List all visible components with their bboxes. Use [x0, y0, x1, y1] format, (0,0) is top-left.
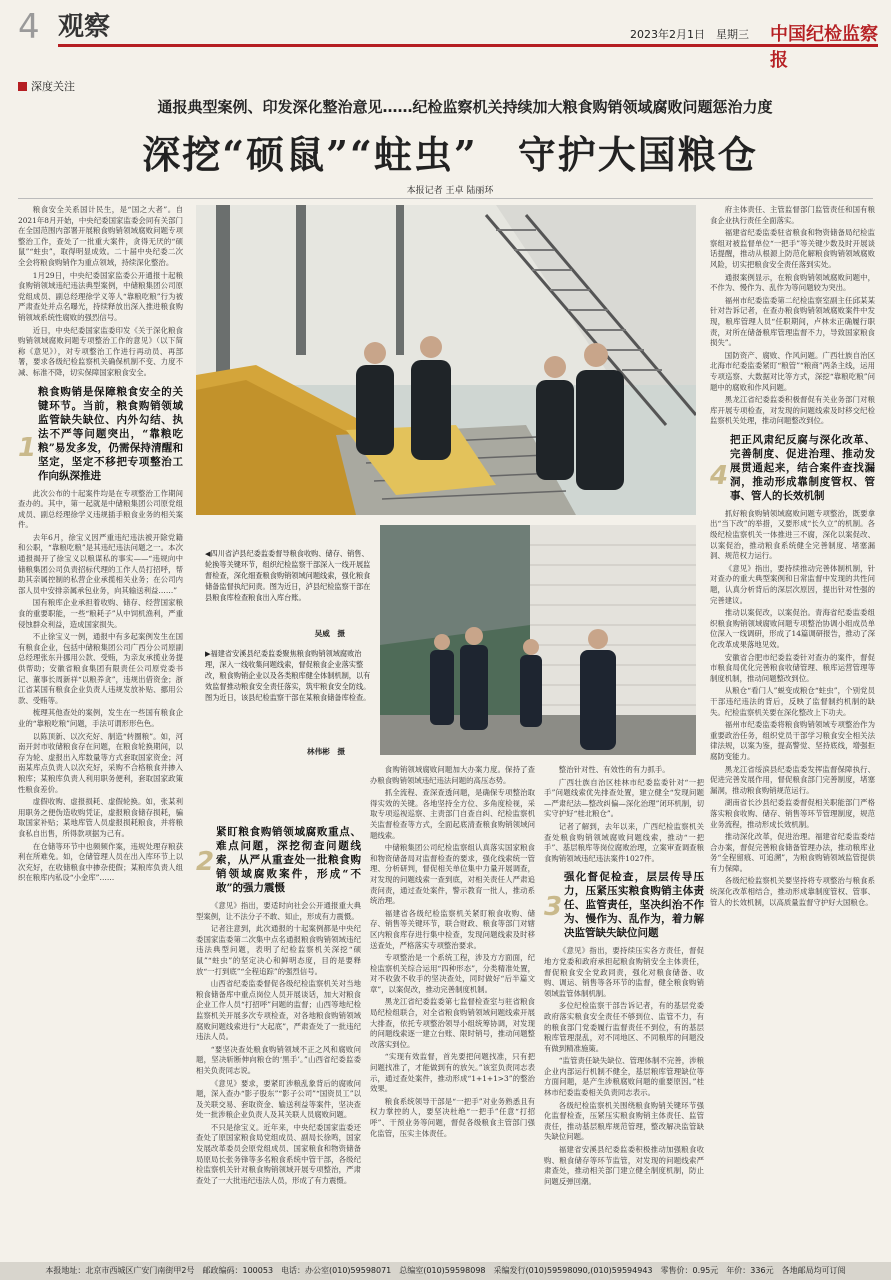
body-paragraph: 多位纪检监察干部告诉记者，有的基层党委政府落实粮食安全责任不够到位、监管不力，有的粮食部门党委履行监督责任不到位，有的基层粮库管理混乱，对不同地区、不同粮库的问题没有做到精准施策。: [544, 1001, 704, 1053]
section-3-heading: [544, 870, 704, 940]
body-paragraph: 安徽省合肥市纪委监委针对查办的案件，督促市粮食局优化完善粮食收储管理、粮库运营管理等制度机制，推动问题整改到位。: [710, 652, 875, 683]
body-paragraph: 《意见》指出，要持续压实各方责任，督促地方党委和政府承担起粮食购销安全主体责任，督促粮食安全党政同责，强化对粮食储备、收购、调运、销售等各环节的监督，健全粮食购销领域监管体制机制。: [544, 946, 704, 998]
header-divider: [18, 198, 873, 199]
body-paragraph: 梳理其他查处的案例，发生在一些国有粮食企业的“靠粮吃粮”问题，手法可谓形形色色。: [18, 708, 183, 728]
body-paragraph: 黑龙江省纪委监委第七监督检查室与驻省粮食局纪检组联合，对全省粮食购销领域问题线索开展大排查，依托专项整治领导小组统筹协调，对发现的问题线索逐一建立台账、限时销号，推动问题整改落实到位。: [370, 997, 535, 1049]
section-2-heading: [196, 825, 361, 895]
body-paragraph: 国防资产、腐败、作风问题。广西壮族自治区北海市纪委监委紧盯“粮管”“粮商”两条主线，运用专项巡察、大数据对比等方式，深挖“靠粮吃粮”问题中的腐败和作风问题。: [710, 350, 875, 392]
intro-paragraph: 近日，中央纪委国家监委印发《关于深化粮食购销领域腐败问题专项整治工作的意见》（以下简称《意见》），对专项整治工作进行再动员、再部署，要求各级纪检监察机关确保机制不变、力度不减、标准不降，切实保障国家粮食安全。: [18, 325, 183, 377]
body-paragraph: 不只是徐宝义。近年来，中央纪委国家监委还查处了原国家粮食局党组成员、副局长徐鸣，国家发展改革委员会原党组成员、国家粮食和物资储备局原局长张务锋等多名粮食系统中管干部，各级纪检监察机关针对粮食购销领域开展专项整治，严肃查处了一大批违纪违法人员，形成了有力震慑。: [196, 1122, 361, 1185]
body-paragraph: 抓好粮食购销领域腐败问题专项整治，既要拿出“当下改”的举措，又要形成“长久立”的机制。各级纪检监察机关一体推进三不腐，深化以案促改、以案促治，推动粮食系统健全完善制度、堵塞漏洞、规范权力运行。: [710, 508, 875, 561]
body-paragraph: 中储粮集团公司纪检监察组认真落实国家粮食和物资储备局对监督检查的要求，强化线索统一管理、分析研判，督促相关单位集中力量开展调查，对发现的问题线索一查到底，对相关责任人严肃追责问责，通过查处案件，警示教育一批人，推动系统治理。: [370, 843, 535, 906]
body-paragraph: 《意见》指出，要持续推动完善体制机制，针对查办的重大典型案例和日常监督中发现的共性问题，认真分析背后的深层次原因，提出针对性强的完善建议。: [710, 563, 875, 605]
body-paragraph: 《意见》指出，要适时向社会公开通报重大典型案例，让不法分子不敢、知止，形成有力震慑。: [196, 901, 361, 921]
section-1-heading: [18, 385, 183, 483]
body-paragraph: 各级纪检监察机关要坚持将专项整治与粮食系统深化改革相结合，推动形成靠制度管权、管事、管人的长效机制，以高质量监督守护好大国粮仓。: [710, 876, 875, 907]
overhead-title: 通报典型案例、印发深化整治意见……纪检监察机关持续加大粮食购销领域腐败问题惩治力度: [157, 98, 773, 116]
section-4-heading: [710, 433, 875, 503]
section-1-title: 粮食购销是保障粮食安全的关键环节。当前，粮食购销领域监管缺失缺位、内外勾结、执法不严等问题突出，“靠粮吃粮”易发多发，仍需保持清醒和坚定，坚定不移把专项整治工作向纵深推进: [38, 385, 183, 482]
section-1-number: 1: [18, 432, 37, 463]
body-paragraph: 湖南省长沙县纪委监委督促相关职能部门严格落实粮食收购、储存、销售等环节管理制度，规范业务流程，推动形成长效机制。: [710, 798, 875, 829]
body-paragraph: 从粮仓“看门人”蜕变成粮仓“蛀虫”，个别党员干部违纪违法的背后，反映了监督制约机制的缺失。纪检监察机关要在深化整改上下功夫。: [710, 686, 875, 717]
headline: 深挖“硕鼠”“蛀虫” 守护大国粮仓: [142, 132, 758, 177]
page-number: 4: [18, 7, 40, 47]
section-3-title: 强化督促检查，层层传导压力，压紧压实粮食购销主体责任、监管责任，坚决纠治不作为、慢作为、乱作为，着力解决监管缺失缺位问题: [564, 871, 704, 940]
issue-date: 2023年2月1日 星期三: [630, 28, 749, 41]
body-paragraph: 在仓储等环节中也频频作案，违规处理存粮获利在所难免。如，仓储管理人员在出入库环节上以次充好，在收储粮食中掺杂使假；某粮库负责人组织在粮库内私设“小金库”……: [18, 841, 183, 883]
body-paragraph: 记者了解到，去年以来，广西纪检监察机关查处粮食购销领域腐败问题线索，推动“一把手”、基层粮库等岗位腐败治理，立案审查调查粮食购销领域违纪违法案件1027件。: [544, 821, 704, 863]
body-paragraph: 此次公布的十起案件均是在专项整治工作期间查办的。其中，第一起就是中储粮集团公司原党组成员、副总经理徐学义违规插手粮食业务的相关案件。: [18, 488, 183, 530]
photo-grain-warehouse: [380, 525, 696, 755]
body-paragraph: 福建省各级纪检监察机关紧盯粮食收购、储存、销售等关键环节，联合财政、粮食等部门对辖区内粮食库存进行集中检查，发现问题线索及时移送查处，严格落实专项整治要求。: [370, 908, 535, 950]
column-2: [196, 765, 361, 1255]
body-paragraph: 记者注意到，此次通报的十起案例都是中央纪委国家监委第二次集中点名通报粮食购销领域违纪违法典型问题，表明了纪检监察机关深挖“硕鼠”“蛀虫”的坚定决心和鲜明态度，目的是要释放“一打到底”“全程追踪”的强烈信号。: [196, 924, 361, 976]
photo-caption-1: ◀四川省泸县纪委监委督导粮食收购、储存、销售、轮换等关键环节，组织纪检监察干部深入一线开展监督检查，深化细查粮食购销领域问题线索，强化粮食储备监督执纪问责。图为近日，泸县纪检监察干部在县粮食库检查粮食出入库台账。: [205, 549, 371, 602]
masthead-rule: [58, 44, 878, 47]
body-paragraph: 不止徐宝义一例，通报中有多起案例发生在国有粮食企业，包括中储粮集团公司广西分公司原副总经理张东升挪用公款、受贿，为亲友承揽业务提供帮助；安徽省粮食集团有限责任公司原党委书记、董事长周新祥“以粮养贪”，违规出借资金；浙江省某国有粮食企业负责人违规发放补贴、挪用公款、受贿等。: [18, 632, 183, 705]
body-paragraph: 粮食系统领导干部是“一把手”对业务熟悉且有权力掌控的人，要坚决杜绝“一把手”任意“打招呼”、干预业务等问题，督促各级粮食主管部门强化监管，压实主体责任。: [370, 1096, 535, 1138]
photo-grain-conveyor: [196, 205, 696, 515]
section-2-number: 2: [196, 847, 215, 877]
body-paragraph: 福建省纪委监委驻省粮食和物资储备局纪检监察组对被监督单位“一把手”等关键少数及时开展谈话提醒，推动从根源上防范化解粮食购销领域腐败风险，切实把粮食安全责任落到实处。: [710, 228, 875, 269]
body-paragraph: “实现有效监督，首先要把问题找准，只有把问题找准了，才能做到有的放矢。”该室负责同志表示，通过查处案件，推动形成“1+1+1>3”的整治效果。: [370, 1052, 535, 1094]
rubric-label: 深度关注: [31, 80, 75, 93]
column-1: [18, 205, 183, 1255]
body-paragraph: 食购销领域腐败问题加大办案力度。保持了查办粮食购销领域违纪违法问题的高压态势。: [370, 765, 535, 785]
intro-paragraph: 1月29日，中央纪委国家监委公开通报十起粮食购销领域违纪违法典型案例，中储粮集团公司原党组成员、副总经理徐学义等人“靠粮吃粮”行为被严肃查处并点名曝光，持续释放出深入推进粮食购销领域系统性腐败的强烈信号。: [18, 270, 183, 322]
photo-grain-conveyor-image: [196, 205, 696, 515]
body-paragraph: 通报案例显示，在粮食购销领域腐败问题中，不作为、慢作为、乱作为等问题较为突出。: [710, 272, 875, 293]
body-paragraph: 虚假收购、虚报损耗、虚假轮换。如，张某利用职务之便伪造收购凭证，虚报粮食储存损耗，骗取国家补贴；某地库管人员虚报损耗粮食，并将粮食私自出售，所得款项据为己有。: [18, 797, 183, 838]
section-4-title: 把正风肃纪反腐与深化改革、完善制度、促进治理、推动发展贯通起来，结合案件查找漏洞，推动形成靠制度管权、管事、管人的长效机制: [730, 433, 875, 502]
body-paragraph: 府主体责任、主管监督部门监管责任和国有粮食企业执行责任全面落实。: [710, 205, 875, 225]
newspaper-logo: 中国纪检监察报: [770, 24, 878, 71]
byline: 本报记者 王卓 陆丽环: [406, 186, 494, 196]
body-paragraph: 以陈顶新、以次充好、制造“转圈粮”。如，河南开封市收储粮食存在问题，在粮食轮换期间，以存为轮、虚报出入库数量等方式套取国家资金；河南某库点负责人以次充好，采购不合格粮食并掺入粮库；某粮库负责人利用职务便利，套取国家政策性粮食差价。: [18, 731, 183, 794]
photo-caption-2: ▶福建省安溪县纪委监委聚焦粮食购销领域腐败治理，深入一线收集问题线索，督促粮食企业落实整改，粮食购销企业以及各类粮库健全体制机制，以有效监督推动粮食安全责任落实，筑牢粮食安全防线。图为近日，该县纪检监察干部在某粮食储备库检查。: [205, 649, 371, 702]
body-paragraph: 去年6月，徐宝义因严重违纪违法被开除党籍和公职，“靠粮吃粮”是其违纪违法问题之一。本次通报揭开了徐宝义以粮谋私的事实——“违规向中储粮集团公司负责招标代理的工作人员打招呼，帮助其亲属控制的私营企业承揽相关业务；在公司内部人员中安排亲属承包业务，向其输送利益……”: [18, 532, 183, 595]
intro-paragraph: 粮食安全关系国计民生，是“国之大者”。自2021年8月开始，中央纪委国家监委会同有关部门在全国范围内部署开展粮食购销领域腐败问题专项整治工作，查处了一批重大案件，贪得无厌的“硕鼠”“蛀虫”，取得明显成效。二十届中央纪委二次全会将粮食购销作为重点领域，持续深化整治。: [18, 205, 183, 267]
column-3: [370, 765, 535, 1255]
body-paragraph: “监管责任缺失缺位、管理体制不完善，涉粮企业内部运行机制不健全，基层粮库管理缺位等方面问题，是产生涉粮腐败问题的重要原因。”桂林市纪委监委相关负责同志表示。: [544, 1056, 704, 1098]
body-paragraph: 福州市纪委监委将粮食购销领域专项整治作为重要政治任务，组织党员干部学习粮食安全相关法律法规，以案为鉴，提高警觉、坚持底线，增强拒腐防变能力。: [710, 720, 875, 761]
body-paragraph: 专项整治是一个系统工程，涉及方方面面，纪检监察机关综合运用“四种形态”，分类精准处置，对不收敛不收手的坚决查处，同时做好“后半篇文章”，以案促改，推动完善制度机制。: [370, 953, 535, 994]
section-name: 观察: [58, 12, 111, 42]
body-paragraph: 黑龙江省绥滨县纪委监委发挥监督保障执行、促进完善发展作用，督促粮食部门完善制度，堵塞漏洞，推动粮食购销规范运行。: [710, 764, 875, 795]
body-paragraph: 国有粮库企业承担着收购、储存、经营国家粮食的重要职能，一些“粮耗子”从中饲机渔利，严重侵蚀群众利益，造成国家损失。: [18, 598, 183, 629]
body-paragraph: 各级纪检监察机关围绕粮食购销关键环节强化监督检查，压紧压实粮食购销主体责任、监管责任，推动基层粮库规范管理，整改解决监管缺失缺位问题。: [544, 1100, 704, 1142]
photo-credit-1: 吴威 摄: [314, 629, 345, 638]
photo-credit-2: 林伟彬 摄: [307, 747, 345, 756]
body-paragraph: 推动深化改革，促进治理。福建省纪委监委结合办案，督促完善粮食储备管理办法，推动粮库业务“全程留痕、可追溯”，为粮食购销领域监管提供有力保障。: [710, 832, 875, 873]
section-3-number: 3: [544, 892, 563, 923]
body-paragraph: “要坚决查处粮食购销领域不正之风和腐败问题，坚决斩断伸向粮仓的‘黑手’。”山西省纪委监委相关负责同志说。: [196, 1044, 361, 1075]
body-paragraph: 山西省纪委监委督促各级纪检监察机关对当地粮食储备库中重点岗位人员开展谈话，加大对粮食企业工作人员“打招呼”问题的监督；山西等地纪检监察机关开展多次专项检查，对各地粮食购销领域腐败问题线索进行“大起底”，严肃查处了一批违纪违法人员。: [196, 979, 361, 1042]
body-paragraph: 福州市纪委监委第二纪检监察室副主任邱某某针对告诉记者，在查办粮食购销领域腐败案件中发现，粮库管理人员“任职期间，卢林未正确履行职责，对所在储备粮库管理监督不力，导致国家粮食损失”。: [710, 295, 875, 348]
body-paragraph: 整治针对性、有效性的有力抓手。: [558, 765, 670, 774]
column-5: [710, 205, 875, 1255]
footer-bar: 本报地址：北京市西城区广安门南街甲2号 邮政编码：100053 电话：办公室(010)59598071 总编室(010)59598098 采编发行(010)59598090,(010)59594943 零售价：0.95元 年价：336元 各地邮局均可订阅: [0, 1262, 891, 1280]
body-paragraph: 黑龙江省纪委监委积极督促有关业务部门对粮库开展专项检查，对发现的问题线索及时移交纪检监察机关处理，推动问题整改到位。: [710, 395, 875, 426]
photo-grain-warehouse-image: [380, 525, 696, 755]
rubric: [18, 78, 75, 94]
section-4-number: 4: [710, 460, 729, 491]
body-paragraph: 《意见》要求，要紧盯涉粮乱象背后的腐败问题，深入查办“影子股东”“影子公司”“国资员工”以及关联交易、套取资金、输送利益等案件，坚决查处一批涉粮企业负责人及其关联人员腐败问题。: [196, 1078, 361, 1120]
section-2-title: 紧盯粮食购销领域腐败重点、难点问题，深挖彻查问题线索，从严从重查处一批粮食购销领域腐败案件，形成“不敢”的强力震慑: [216, 826, 361, 894]
body-paragraph: 广西壮族自治区桂林市纪委监委针对“一把手”问题线索优先排查处置，建立健全“发现问题—严肃纪法—整改纠偏—深化治理”闭环机制，切实守护好“桂北粮仓”。: [544, 777, 704, 819]
body-paragraph: 抓全流程、查深查透问题，是确保专项整治取得实效的关键。各地坚持全方位、多角度检视，采取专项巡视巡察、主责部门自查自纠、纪检监察机关监督检查等方式，全面起底清查粮食购销领域问题线索。: [370, 788, 535, 840]
column-4: [544, 765, 704, 1255]
body-paragraph: 推动以案促改，以案促治。青海省纪委监委组织粮食购销领域腐败问题专项整治协调小组成员单位深入一线调研，形成了14篇调研报告，推动了深化改革成果落地见效。: [710, 608, 875, 649]
rubric-square-icon: [18, 82, 27, 91]
body-paragraph: 福建省安溪县纪委监委积极推动加强粮食收购、粮食储存等环节监管，对发现的问题线索严肃查处，推动相关部门建立健全制度机制，防止问题反弹回潮。: [544, 1145, 704, 1186]
